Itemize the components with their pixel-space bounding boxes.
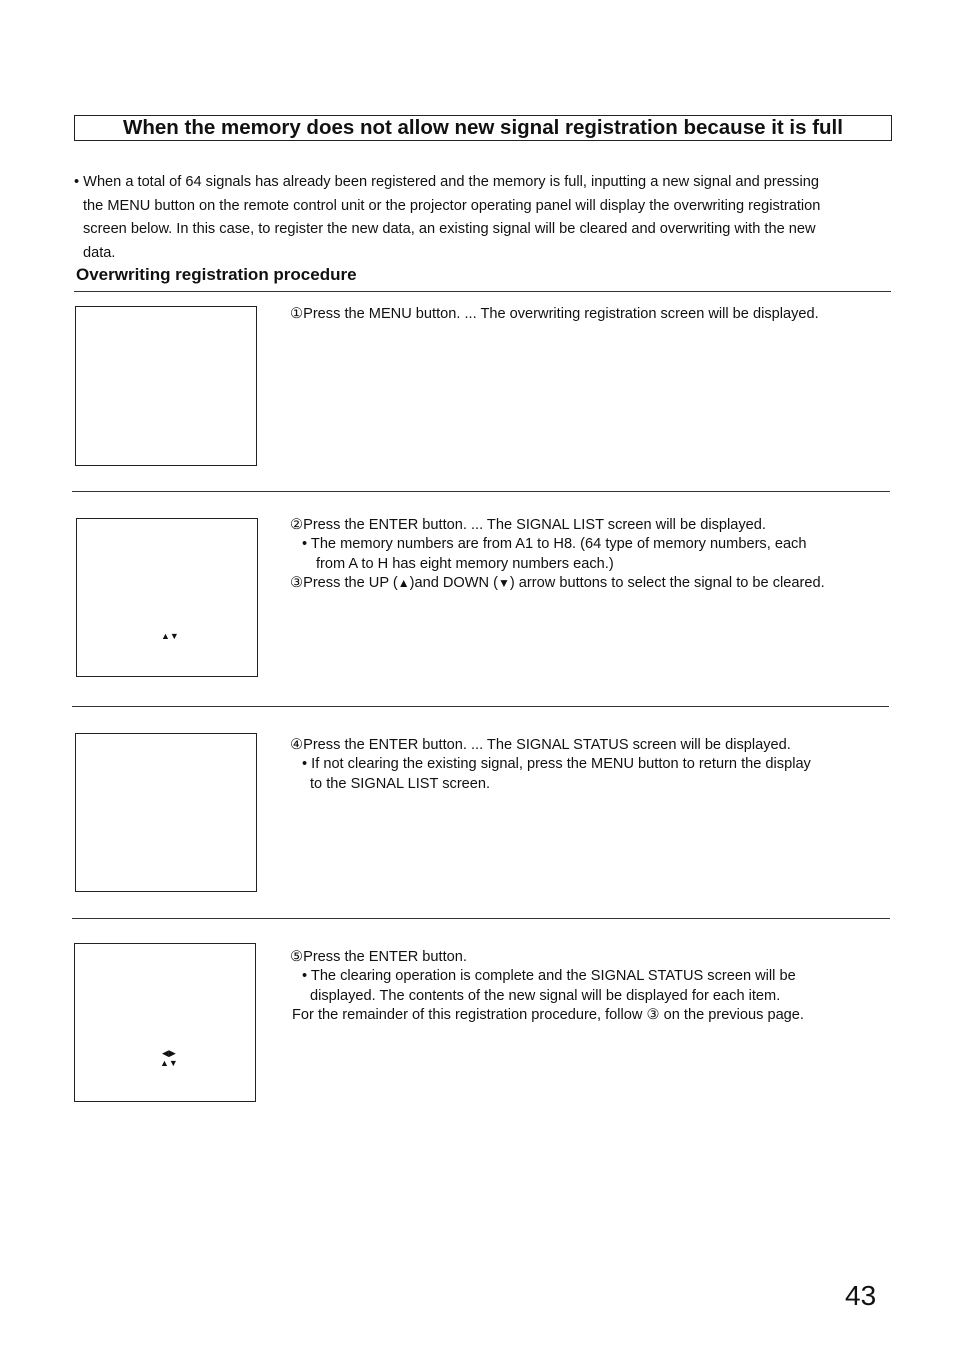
overwriting-registration-screen-image: [75, 306, 257, 466]
up-down-arrows-icon: ▲▼: [161, 631, 179, 641]
step-2-bullet: • The memory numbers are from A1 to H8. (64 type of memory numbers, each: [302, 536, 807, 553]
intro-line: the MENU button on the remote control unit or the projector operating panel will display the overwriting registration: [83, 197, 821, 214]
step-3-text-c: ) arrow buttons to select the signal to be cleared.: [509, 575, 825, 592]
four-way-arrows-icon: [160, 1048, 178, 1068]
intro-line: data.: [83, 244, 116, 261]
heading-rule: [74, 291, 891, 292]
step-5-text: [290, 948, 804, 1026]
step-3-text-b: )and DOWN (: [409, 575, 498, 592]
step-5-bullet-cont: displayed. The contents of the new signal will be displayed for each item.: [310, 987, 781, 1004]
step-divider: [72, 918, 890, 919]
procedure-heading: Overwriting registration procedure: [76, 265, 357, 284]
step-divider: [72, 491, 890, 492]
signal-list-screen-image: [76, 518, 258, 677]
step-4-bullet-cont: to the SIGNAL LIST screen.: [310, 775, 491, 792]
step-divider: [72, 706, 889, 707]
step-5-remainder-line: For the remainder of this registration procedure, follow ③ on the previous page.: [292, 1007, 804, 1024]
step-3-text-a: ③Press the UP (: [290, 575, 398, 592]
step-4-line: ④Press the ENTER button. ... The SIGNAL STATUS screen will be displayed.: [290, 737, 791, 753]
step-4-text: [290, 736, 811, 794]
signal-status-cleared-screen-image: [74, 943, 256, 1102]
page-number: 43: [845, 1280, 877, 1311]
step-2-bullet-cont: from A to H has eight memory numbers each.): [316, 555, 614, 572]
signal-status-screen-image: [75, 733, 257, 892]
section-title: When the memory does not allow new signal registration because it is full: [74, 115, 892, 141]
intro-line: screen below. In this case, to register the new data, an existing signal will be cleared and overwriting with the new: [83, 221, 816, 237]
intro-line: • When a total of 64 signals has already been registered and the memory is full, inputting a new signal and pressing: [74, 174, 819, 190]
step-5-line: ⑤Press the ENTER button.: [290, 949, 467, 965]
step-2-3-text: [290, 516, 825, 594]
intro-paragraph: [74, 171, 894, 265]
step-3-line: [290, 574, 825, 593]
up-down-arrows-icon: ▲▼: [160, 1058, 178, 1068]
step-2-line: ②Press the ENTER button. ... The SIGNAL LIST screen will be displayed.: [290, 517, 766, 533]
step-4-bullet: • If not clearing the existing signal, press the MENU button to return the display: [302, 756, 811, 773]
down-arrow-icon: ▼: [498, 576, 510, 591]
left-right-arrows-icon: ◀▶: [161, 1048, 176, 1058]
up-arrow-icon: ▲: [397, 576, 410, 591]
step-5-bullet: • The clearing operation is complete and the SIGNAL STATUS screen will be: [302, 968, 796, 985]
step-1-text: [290, 305, 819, 324]
step-1-line: ①Press the MENU button. ... The overwriting registration screen will be displayed.: [290, 306, 819, 322]
